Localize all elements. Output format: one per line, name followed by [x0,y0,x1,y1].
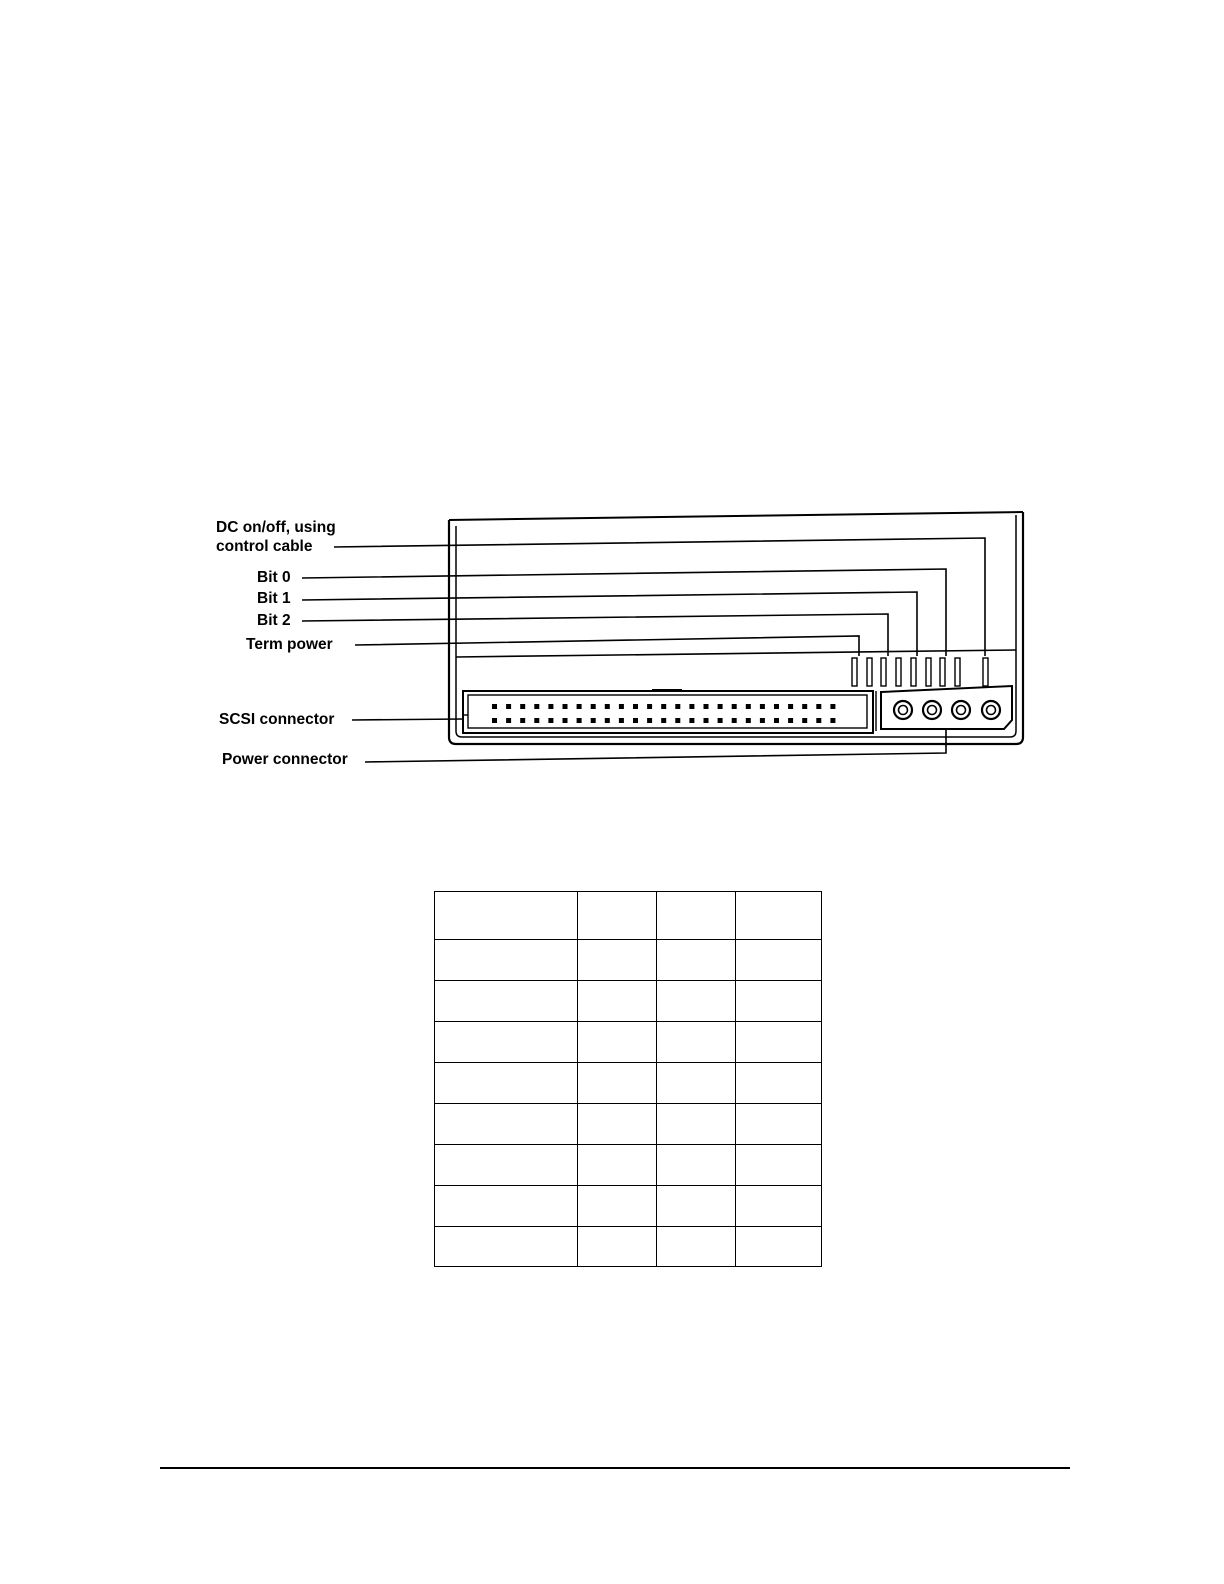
pin-bit0 [940,658,945,686]
leader-bit2 [302,614,888,656]
scsi-pin [492,704,497,709]
scsi-pin [689,704,694,709]
table-row [435,1227,822,1267]
table-cell [435,1186,578,1227]
scsi-pin [704,718,709,723]
scsi-pin [816,718,821,723]
label-dc-on-off-line1: DC on/off, using [216,519,336,536]
scsi-pin [633,718,638,723]
scsi-pin [774,704,779,709]
scsi-pin [816,704,821,709]
table-cell [435,1104,578,1145]
scsi-pin [802,704,807,709]
scsi-pin [619,704,624,709]
scsi-pin [774,718,779,723]
label-bit2: Bit 2 [257,612,291,629]
scsi-pin [506,718,511,723]
scsi-pin [746,704,751,709]
table-cell [657,940,736,981]
table-cell [578,981,657,1022]
table-cell [578,1227,657,1267]
scsi-pin [647,718,652,723]
table-cell [435,940,578,981]
table-cell [657,1104,736,1145]
scsi-pin [830,704,835,709]
jumper-pins [852,658,988,686]
scsi-pin [633,704,638,709]
table-cell [657,1145,736,1186]
leader-scsi [352,719,463,720]
table-cell [578,940,657,981]
leader-bit1 [302,592,917,656]
table-row [435,1145,822,1186]
table-cell [657,892,736,940]
table-cell [435,981,578,1022]
scsi-pin [718,704,723,709]
table-row [435,892,822,940]
table-cell [736,940,822,981]
scsi-pin [548,704,553,709]
scsi-pin [661,704,666,709]
power-pins [894,701,1000,719]
table-cell [736,1227,822,1267]
scsi-pin [534,718,539,723]
scsi-pin [760,718,765,723]
jumper-pin [896,658,901,686]
scsi-pin [689,718,694,723]
table-cell [435,1063,578,1104]
scsi-pin [577,718,582,723]
scsi-pin-array [492,704,835,723]
scsi-pin [563,718,568,723]
table-cell [657,981,736,1022]
table-cell [736,1145,822,1186]
scsi-pin [788,704,793,709]
jumper-pin [926,658,931,686]
scsi-connector [463,690,873,733]
table-cell [736,1022,822,1063]
scsi-pin [661,718,666,723]
table-cell [657,1022,736,1063]
label-bit1: Bit 1 [257,590,291,607]
scsi-pin [520,718,525,723]
table-cell [657,1063,736,1104]
scsi-pin [732,718,737,723]
scsi-pin [746,718,751,723]
label-term-power: Term power [246,636,333,653]
label-scsi-connector: SCSI connector [219,711,335,728]
table-cell [578,1104,657,1145]
scsi-pin [675,704,680,709]
jumper-pin [867,658,872,686]
scsi-pin [577,704,582,709]
table-cell [578,1186,657,1227]
footer-rule [160,1467,1070,1469]
scsi-pin [619,718,624,723]
power-connector [876,686,1012,731]
table-cell [657,1227,736,1267]
scsi-pin [704,704,709,709]
pin-term-power [852,658,857,686]
blank-table [434,891,822,1267]
table-row [435,1022,822,1063]
table-cell [736,1104,822,1145]
table-cell [435,1022,578,1063]
table-cell [736,1186,822,1227]
table-cell [578,1022,657,1063]
scsi-pin [534,704,539,709]
label-bit0: Bit 0 [257,569,291,586]
table-cell [736,1063,822,1104]
table-cell [657,1186,736,1227]
scsi-pin [675,718,680,723]
scsi-pin [802,718,807,723]
scsi-pin [605,718,610,723]
scsi-pin [732,704,737,709]
table-row [435,981,822,1022]
table-row [435,1104,822,1145]
scsi-pin [605,704,610,709]
table-cell [736,981,822,1022]
scsi-pin [718,718,723,723]
scsi-pin [788,718,793,723]
scsi-pin [591,718,596,723]
scsi-pin [830,718,835,723]
scsi-pin [647,704,652,709]
label-dc-on-off-line2: control cable [216,538,313,555]
leader-bit0 [302,569,946,656]
pin-dc-on-off [983,658,988,686]
scsi-pin [548,718,553,723]
table-row [435,1186,822,1227]
table-cell [578,1063,657,1104]
scsi-pin [506,704,511,709]
table-cell [578,892,657,940]
table-cell [435,1227,578,1267]
scsi-pin [492,718,497,723]
scsi-pin [591,704,596,709]
label-power-connector: Power connector [222,751,348,768]
scsi-pin [563,704,568,709]
jumper-pin [955,658,960,686]
table-cell [435,892,578,940]
table-cell [578,1145,657,1186]
pin-bit2 [881,658,886,686]
table-row [435,940,822,981]
pin-bit1 [911,658,916,686]
table-cell [736,892,822,940]
scsi-pin [520,704,525,709]
table-cell [435,1145,578,1186]
table-row [435,1063,822,1104]
scsi-pin [760,704,765,709]
